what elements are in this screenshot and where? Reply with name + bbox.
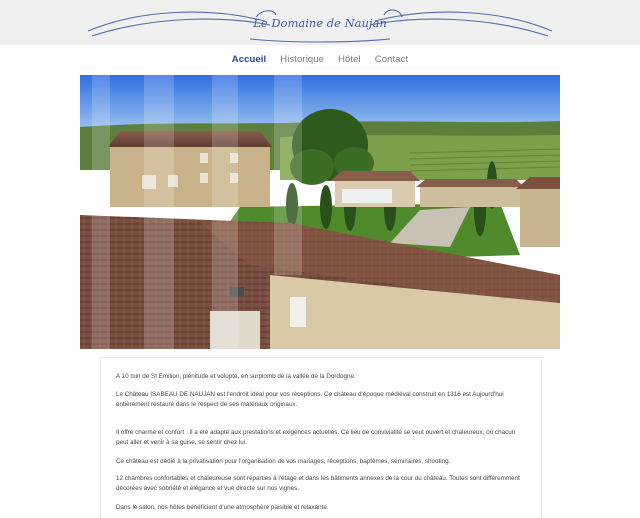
salon-paragraph: Dans le salon, nos hôtes bénéficient d'une atmosphère paisible et relaxante. [116, 504, 329, 511]
privatisation-paragraph: Ce château est dédié à la privatisation pour l'organisation de vos mariages, réceptions, baptêmes, séminaires, shooting. [116, 458, 451, 465]
content-panel [100, 357, 542, 518]
nav-item-contact[interactable]: Contact [374, 54, 409, 65]
nav-item-accueil[interactable]: Accueil [231, 54, 267, 65]
main-nav [0, 50, 640, 70]
hero-photo-chateau [80, 75, 560, 349]
intro-paragraph: A 10 min de St Emilion, plénitude et volupté, en surplomb de la vallée de la Dordogne. [116, 373, 356, 380]
nav-item-hotel[interactable]: Hôtel [338, 54, 361, 65]
charme-paragraph: Il offre charme et confort . Il a été adapté aux prestations et exigences actuelles. Ce lieu de convivialité se veut ouvert et chaleureux, où chacun peut aller et venir à sa guise, se sentir chez lui. [116, 429, 516, 446]
chateau-paragraph: Le Château ISABEAU DE NAUJAN est l'endroit idéal pour vos réceptions. Ce château d'époque médiéval construit en 1316 est Aujourd'hui entièrement restauré dans le respect de ses matériaux originaux. [116, 391, 504, 408]
logo-text: Le Domaine de Naujan [253, 16, 387, 30]
site-logo[interactable] [80, 3, 560, 45]
chambres-paragraph: 12 chambres confortables et chaleureuse sont réparties à l'étage et dans les bâtiments annexes de la cour du château. Toutes sont différemment décorées avec sobriété et élégance et vue directe sur nos vignes. [116, 475, 520, 492]
nav-item-historique[interactable]: Historique [280, 54, 325, 65]
